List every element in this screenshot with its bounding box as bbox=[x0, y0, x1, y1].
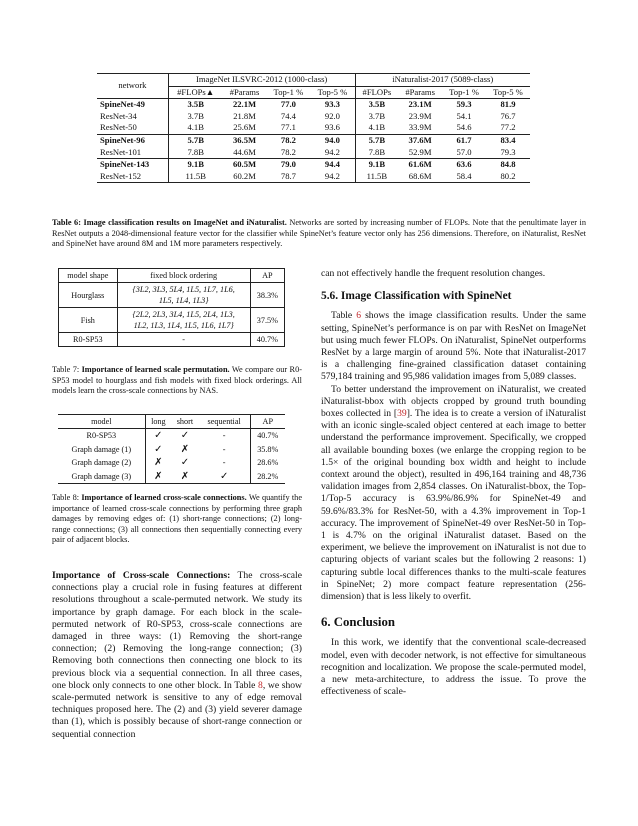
table6-cell-value: 9.1B bbox=[168, 159, 222, 171]
table6-cell-network: ResNet-101 bbox=[97, 147, 168, 159]
table7-cell-ordering bbox=[117, 308, 250, 333]
table6-cell-value: 79.3 bbox=[500, 146, 516, 157]
table8-cell-ap: 28.6% bbox=[257, 458, 279, 468]
table6 bbox=[97, 73, 530, 183]
table8-cell-ap: 40.7% bbox=[257, 431, 279, 441]
conclusion-heading: 6. Conclusion bbox=[321, 615, 395, 630]
table7 bbox=[58, 268, 285, 347]
table6-subheader: #FLOPs▲ bbox=[168, 86, 222, 99]
table8-header-ap: AP bbox=[250, 415, 285, 429]
table6-cell-value: 77.1 bbox=[280, 122, 296, 133]
table6-cell-value: 54.6 bbox=[456, 122, 472, 133]
table6-cell-value: 7.8B bbox=[187, 146, 204, 157]
table6-cell-value: 23.1M bbox=[408, 99, 432, 110]
table6-cell-value: 11.5B bbox=[168, 171, 222, 183]
table7-cell-shape: Fish bbox=[59, 308, 118, 333]
table-row bbox=[97, 147, 530, 159]
table6-cell-network: SpineNet-49 bbox=[97, 99, 168, 111]
table7-header-ordering: fixed block ordering bbox=[117, 269, 250, 283]
table6-cell-value: 5.7B bbox=[355, 134, 398, 146]
table8-cell-seq: - bbox=[199, 443, 250, 456]
table6-cell-network: ResNet-34 bbox=[97, 111, 168, 123]
table6-caption-label: Table 6: bbox=[52, 218, 81, 227]
table6-cell-network: ResNet-152 bbox=[97, 171, 168, 183]
table7-cell-ap: 38.3% bbox=[250, 283, 284, 308]
table6-header-network: network bbox=[97, 74, 168, 99]
table6-cell-value: 94.2 bbox=[310, 171, 355, 183]
table6-cell-value: 79.0 bbox=[266, 159, 310, 171]
table6-cell-value: 68.6M bbox=[398, 171, 442, 183]
table6-cell-value: 74.4 bbox=[280, 110, 296, 121]
table8-caption-label: Table 8: bbox=[52, 493, 80, 502]
table6-cell-value: 33.9M bbox=[408, 122, 432, 133]
table6-container bbox=[97, 73, 530, 183]
table6-cell-value: 5.7B bbox=[168, 134, 222, 146]
table6-cell-value: 93.6 bbox=[310, 122, 355, 134]
table6-cell-value: 7.8B bbox=[368, 146, 386, 157]
table6-cell-value: 37.6M bbox=[398, 134, 442, 146]
table7-caption-label: Table 7: bbox=[52, 365, 80, 374]
table7-cell-ap: 37.5% bbox=[250, 308, 284, 333]
table6-cell-value: 9.1B bbox=[355, 159, 398, 171]
conclusion-paragraph bbox=[321, 637, 586, 698]
paragraph-text: To better understand the improvement on iNaturalist, we created iNaturalist-bbox with objects cropped by ground truth bounding boxes collected in [ bbox=[321, 383, 586, 420]
table6-cell-value: 44.6M bbox=[233, 146, 256, 157]
table6-cell-value: 93.3 bbox=[310, 99, 355, 111]
table6-cell-value: 60.5M bbox=[223, 159, 267, 171]
table8-cell-short: ✓ bbox=[180, 457, 190, 469]
table7-caption-title: Importance of learned scale permutation. bbox=[81, 365, 230, 374]
table6-subheader: Top-5 % bbox=[310, 86, 355, 99]
table8-cell-long: ✓ bbox=[154, 443, 163, 455]
table6-caption bbox=[52, 218, 586, 250]
table6-cell-value: 77.2 bbox=[500, 122, 516, 133]
table6-cell-value: 54.1 bbox=[456, 110, 472, 121]
table7-header-ap: AP bbox=[250, 269, 284, 283]
cross-scale-heading: Importance of Cross-scale Connections: bbox=[52, 570, 231, 581]
table6-cell-value: 3.7B bbox=[368, 110, 386, 121]
table8-reference-link[interactable]: 8 bbox=[258, 679, 263, 691]
table6-cell-value: 3.5B bbox=[187, 99, 204, 110]
table6-reference-link[interactable]: 6 bbox=[356, 310, 362, 322]
table7-container bbox=[58, 268, 285, 347]
table7-cell-ordering: - bbox=[117, 333, 250, 347]
table6-cell-value: 4.1B bbox=[368, 122, 386, 133]
table8-cell-long: ✓ bbox=[154, 430, 163, 442]
table6-cell-value: 61.7 bbox=[442, 134, 486, 146]
paragraph-text: Table bbox=[331, 310, 353, 322]
table-row bbox=[97, 122, 530, 134]
classification-paragraph bbox=[321, 310, 586, 383]
table-row bbox=[97, 111, 530, 123]
table6-cell-value: 3.5B bbox=[368, 99, 386, 110]
right-column bbox=[321, 268, 586, 699]
paragraph-text: In this work, we identify that the conventional scale-decreased model, even with decoder network, is not effective for simultaneous recognition and localization. We propose the scale-permuted model, a new meta-architecture, to address the issue. To prove the effectiveness of scale- bbox=[321, 637, 586, 698]
table6-cell-value: 22.1M bbox=[232, 99, 257, 110]
table6-cell-value: 36.5M bbox=[223, 134, 267, 146]
table8-cell-short: ✓ bbox=[180, 430, 190, 442]
table7-caption-text: We compare our R0-SP53 model to hourglass and fish models with fixed block orderings. All models learn the cross-scale connections by NAS. bbox=[52, 365, 302, 396]
table6-caption-title: Image classification results on ImageNet and iNaturalist. bbox=[83, 218, 287, 227]
table6-cell-value: 52.9M bbox=[408, 146, 432, 157]
table6-cell-value: 57.0 bbox=[456, 146, 472, 157]
table6-header-imagenet: ImageNet ILSVRC-2012 (1000-class) bbox=[168, 74, 355, 87]
cross-scale-text: The cross-scale connections play a crucial role in fusing features at different resolutions throughout a scale-permuted network. We study its importance by graph damage. For each block in the scale-permuted network of R0-SP53, cross-scale connections are damaged in three ways: (1) Removing the short-range connection; (2) Removing the long-range connection; (3) Removing both connections then connecting one block to its previous block via a sequential connection. In all three cases, one block only connects to one other block. In Table bbox=[52, 570, 302, 691]
table6-cell-value: 63.6 bbox=[442, 159, 486, 171]
table8 bbox=[58, 414, 285, 484]
table7-cell-shape: R0-SP53 bbox=[59, 333, 118, 347]
table8-cell-ap: 28.2% bbox=[250, 470, 285, 484]
table6-cell-value: 80.2 bbox=[486, 171, 530, 183]
table6-cell-value: 81.9 bbox=[500, 99, 516, 110]
table-row bbox=[97, 134, 530, 146]
paragraph-text: ]. The idea is to create a version of iNaturalist with an iconic single-scaled object centered at each image to better understand the performance improvement. Specifically, we cropped all available bounding boxes (we enlarge the cropping region to be 1.5× of the original bounding box width and height to include context around the object), resulted in 496,164 training and 48,736 validation images from 2,854 classes. On iNaturalist-bbox, the Top-1/Top-5 accuracy is 63.9%/86.9% for SpineNet-49 and 59.6%/83.3% for ResNet-50, with a 4.3% improvement in Top-1 accuracy. The improvement of SpineNet-49 over ResNet-50 in Top-1 is 4.7% on the original iNaturalist dataset. Based on the experiment, we believe the improvement on iNaturalist is not due to capturing objects of variant scales but the following 2 reasons: 1) capturing subtle local differences thanks to the multi-scale features in SpineNet; 2) more compact feature representation (256-dimension) that is less likely to overfit. bbox=[321, 408, 586, 603]
table-row bbox=[97, 99, 530, 111]
table6-header-inaturalist: iNaturalist-2017 (5089-class) bbox=[355, 74, 530, 87]
table8-cell-model: Graph damage (3) bbox=[58, 470, 145, 484]
table6-subheader: #Params bbox=[398, 86, 442, 99]
table6-subheader: Top-1 % bbox=[442, 86, 486, 99]
table6-cell-value: 94.4 bbox=[310, 159, 355, 171]
table6-cell-value: 77.0 bbox=[280, 99, 296, 110]
table6-cell-value: 25.6M bbox=[233, 122, 256, 133]
table7-caption bbox=[52, 365, 302, 397]
table6-cell-value: 94.2 bbox=[310, 147, 355, 159]
inaturalist-bbox-paragraph bbox=[321, 384, 586, 604]
table6-cell-value: 11.5B bbox=[355, 171, 398, 183]
table8-cell-seq: ✓ bbox=[199, 470, 250, 484]
table8-cell-long: ✗ bbox=[154, 457, 163, 469]
table-row bbox=[97, 171, 530, 183]
table8-caption-text: We quantify the importance of learned cross-scale connections by performing three graph damages by removing edges of: (1) short-range connections; (2) long-range connections; (3) all connections then sequentially connecting every pair of adjacent blocks. bbox=[52, 493, 302, 545]
table6-cell-value: 3.7B bbox=[187, 110, 204, 121]
table6-cell-value: 83.4 bbox=[486, 134, 530, 146]
table-row bbox=[97, 159, 530, 171]
table6-subheader: #Params bbox=[223, 86, 267, 99]
table7-cell-shape: Hourglass bbox=[59, 283, 118, 308]
table8-cell-model: Graph damage (2) bbox=[58, 456, 145, 469]
table8-container bbox=[58, 414, 285, 484]
table8-caption-title: Importance of learned cross-scale connections. bbox=[81, 493, 247, 502]
table8-caption bbox=[52, 493, 302, 546]
table6-cell-value: 23.9M bbox=[408, 110, 432, 121]
paragraph-text: shows the image classification results. Under the same setting, SpineNet’s performance is on par with ResNet on ImageNet but using much fewer FLOPs. On iNaturalist, SpineNet outperforms ResNet by a large margin of around 5%. Note that iNaturalist-2017 is a challenging fine-grained classification dataset containing 579,184 training and 95,986 validation images from 5,089 classes. bbox=[321, 310, 586, 383]
table8-cell-seq: - bbox=[199, 429, 250, 443]
table8-header-model: model bbox=[58, 415, 145, 429]
cross-scale-text-end: , we show scale-permuted network is sensitive to any of edge removal techniques proposed here. The (2) and (3) yield severer damage than (1), which is possibly because of short-range connection or sequential connection bbox=[52, 679, 302, 740]
table6-cell-value: 94.0 bbox=[310, 134, 355, 146]
table8-cell-seq: - bbox=[199, 456, 250, 469]
table8-cell-long: ✗ bbox=[145, 470, 171, 484]
table6-cell-value: 78.7 bbox=[266, 171, 310, 183]
table6-cell-value: 59.3 bbox=[456, 99, 472, 110]
table6-subheader: #FLOPs bbox=[355, 86, 398, 99]
table8-cell-model: R0-SP53 bbox=[58, 429, 145, 443]
continued-text: can not effectively handle the frequent resolution changes. bbox=[321, 268, 546, 279]
table6-cell-network: ResNet-50 bbox=[97, 122, 168, 134]
table8-cell-ap: 35.8% bbox=[257, 444, 279, 454]
citation-39-link[interactable]: 39 bbox=[397, 408, 407, 420]
table6-cell-network: SpineNet-143 bbox=[97, 159, 168, 171]
table6-cell-network: SpineNet-96 bbox=[97, 134, 168, 146]
table6-caption-text: Networks are sorted by increasing number of FLOPs. Note that the penultimate layer in ResNet outputs a 2048-dimensional feature vector for the classifier while SpineNet’s feature vector only has 256 dimensions. Therefore, on iNaturalist, ResNet and SpineNet have around 8M and 1M more parameters respectively. bbox=[52, 218, 586, 249]
ordering-line: 1L5, 1L4, 1L3} bbox=[158, 296, 209, 305]
ordering-line: {3L2, 3L3, 5L4, 1L5, 1L7, 1L6, bbox=[132, 285, 235, 294]
table7-header-shape: model shape bbox=[59, 269, 118, 283]
table6-cell-value: 78.2 bbox=[266, 134, 310, 146]
cross-scale-paragraph bbox=[52, 570, 302, 741]
table6-cell-value: 78.2 bbox=[280, 146, 296, 157]
table6-cell-value: 61.6M bbox=[398, 159, 442, 171]
table8-cell-model: Graph damage (1) bbox=[58, 443, 145, 456]
table6-cell-value: 58.4 bbox=[442, 171, 486, 183]
table8-cell-short: ✗ bbox=[180, 443, 190, 455]
table6-subheader: Top-5 % bbox=[486, 86, 530, 99]
table8-header-sequential: sequential bbox=[199, 415, 250, 429]
ordering-line: 1L2, 1L3, 1L4, 1L5, 1L6, 1L7} bbox=[133, 321, 234, 330]
table8-header-long: long bbox=[145, 415, 171, 429]
table6-cell-value: 84.8 bbox=[486, 159, 530, 171]
table6-cell-value: 60.2M bbox=[223, 171, 267, 183]
table8-header-short: short bbox=[171, 415, 199, 429]
ordering-line: {2L2, 2L3, 3L4, 1L5, 2L4, 1L3, bbox=[132, 310, 235, 319]
table6-subheader: Top-1 % bbox=[266, 86, 310, 99]
table6-cell-value: 76.7 bbox=[500, 110, 516, 121]
table6-cell-value: 21.8M bbox=[233, 110, 256, 121]
section-heading-5-6: 5.6. Image Classification with SpineNet bbox=[321, 290, 512, 303]
table7-cell-ordering bbox=[117, 283, 250, 308]
table7-cell-ap: 40.7% bbox=[250, 333, 284, 347]
table6-cell-value: 4.1B bbox=[187, 122, 204, 133]
table6-cell-value: 92.0 bbox=[310, 111, 355, 123]
table8-cell-short: ✗ bbox=[171, 470, 199, 484]
